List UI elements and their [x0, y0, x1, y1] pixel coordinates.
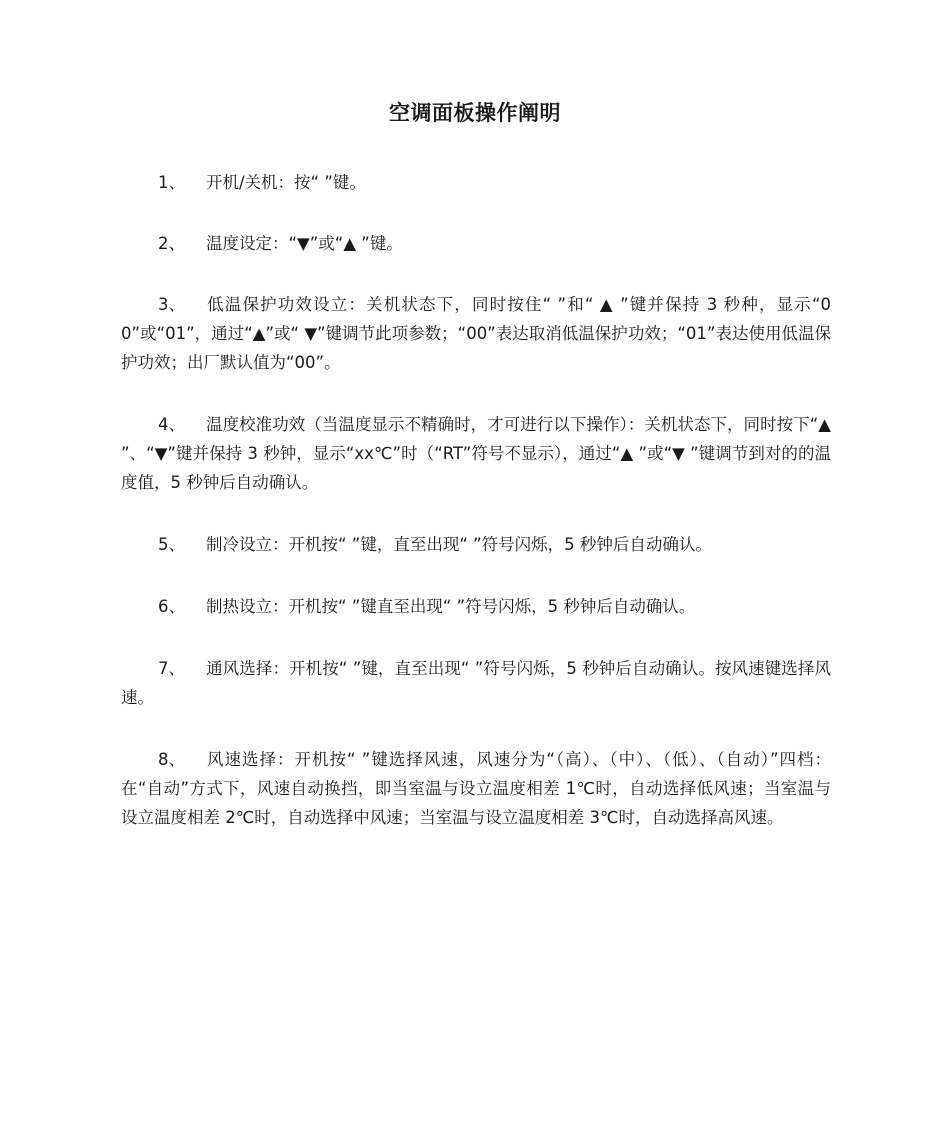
document-title: 空调面板操作阐明 — [389, 101, 561, 125]
section-number: 5、 — [158, 535, 185, 554]
section-number: 2、 — [158, 234, 185, 253]
section-2 — [121, 229, 831, 258]
section-text: 风速选择：开机按“ ”键选择风速，风速分为“（高）、（中）、（低）、（自动）”四档：在“自动”方式下，风速自动换挡，即当室温与设立温度相差 1℃时，自动选择低风速；当室温与设立温度相差 2℃时，自动选择中风速；当室温与设立温度相差 3℃时，自动选择高风速。 — [121, 750, 831, 827]
section-text: 温度校准功效（当温度显示不精确时，才可进行以下操作）：关机状态下，同时按下“▲ ”、“▼”键并保持 3 秒钟，显示“xx℃”时（“RT”符号不显示），通过“▲ ”或“▼ ”键调节到对的的温度值，5 秒钟后自动确认。 — [121, 415, 831, 492]
section-number: 3、 — [158, 295, 185, 314]
section-number: 6、 — [158, 597, 185, 616]
section-number: 8、 — [158, 750, 185, 769]
section-text: 开机/关机：按“ ”键。 — [206, 173, 366, 192]
section-1 — [121, 168, 831, 197]
section-text: 通风选择：开机按“ ”键，直至出现“ ”符号闪烁，5 秒钟后自动确认。按风速键选择风速。 — [121, 659, 831, 707]
section-number: 1、 — [158, 173, 185, 192]
section-8 — [121, 745, 831, 832]
section-text: 制冷设立：开机按“ ”键，直至出现“ ”符号闪烁，5 秒钟后自动确认。 — [206, 535, 712, 554]
section-4 — [121, 410, 831, 497]
section-number: 7、 — [158, 659, 185, 678]
section-7 — [121, 654, 831, 712]
section-number: 4、 — [158, 415, 185, 434]
section-3 — [121, 290, 831, 377]
section-text: 温度设定：“▼”或“▲ ”键。 — [206, 234, 403, 253]
section-text: 低温保护功效设立：关机状态下，同时按住“ ”和“ ▲ ”键并保持 3 秒种，显示“00”或“01”，通过“▲”或“ ▼”键调节此项参数；“00”表达取消低温保护功效；“01”表达使用低温保护功效；出厂默认值为“00”。 — [121, 295, 831, 372]
section-5 — [121, 530, 831, 559]
section-text: 制热设立：开机按“ ”键直至出现“ ”符号闪烁，5 秒钟后自动确认。 — [206, 597, 696, 616]
section-6 — [121, 592, 831, 621]
